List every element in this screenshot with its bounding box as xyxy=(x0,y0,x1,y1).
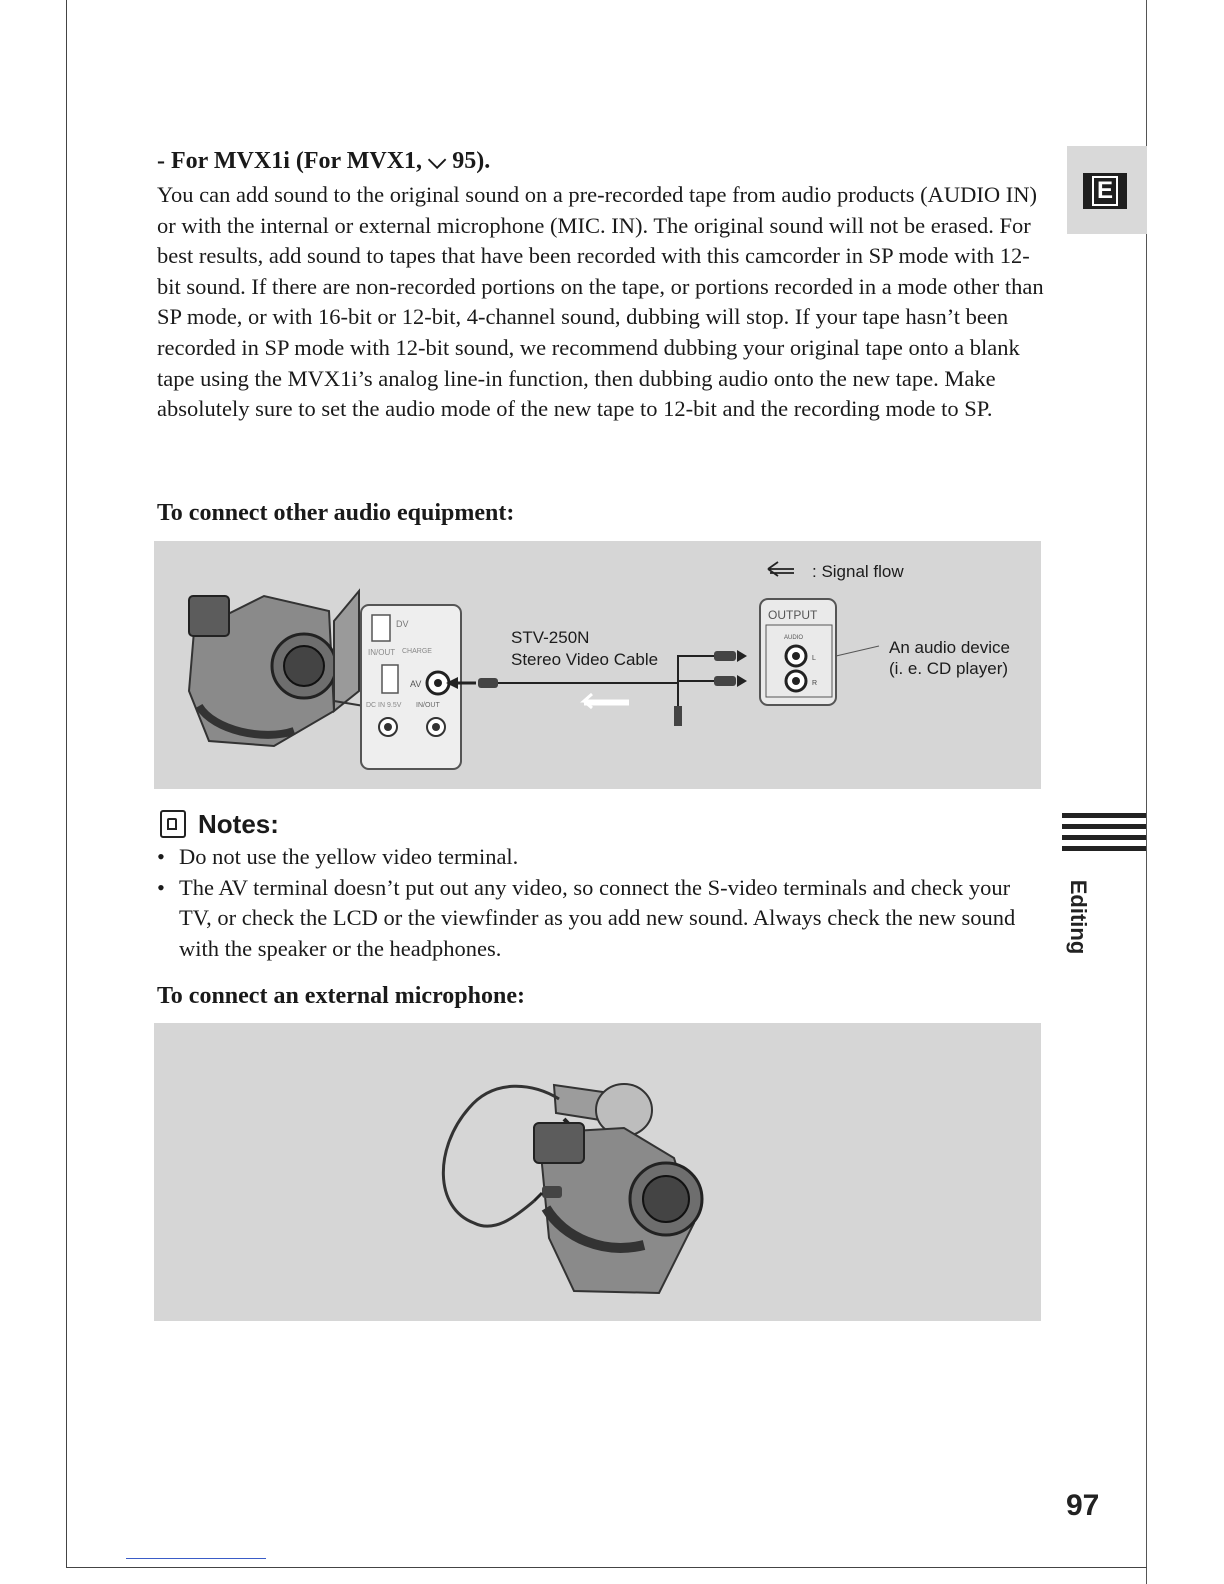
notes-heading xyxy=(160,808,279,840)
panel-charge-label: CHARGE xyxy=(402,648,432,655)
camcorder-illustration xyxy=(534,1123,702,1293)
output-panel xyxy=(760,599,879,705)
panel-av-label: AV xyxy=(410,679,422,689)
signal-flow-label: : Signal flow xyxy=(812,562,904,581)
intro-paragraph: You can add sound to the original sound on a pre-recorded tape from audio products (AUDIO IN) or with the internal or external microphone (MIC. IN). The original sound will not be erased. For best results, add sound to tapes that have been recorded with this camcorder in SP mode with 12-bit sound. If there are non-recorded portions on the tape, or portions recorded in a mode other than SP mode, or with 16-bit or 12-bit, 4-channel sound, dubbing will stop. If your tape hasn’t been recorded in SP mode with 12-bit sound, we recommend dubbing your original tape onto a blank tape using the MVX1i’s analog line-in function, then dubbing audio onto the new tape. Make absolutely sure to set the audio mode of the new tape to 12-bit and the recording mode to SP. xyxy=(157,182,1044,422)
note-item: • Do not use the yellow video terminal. xyxy=(157,842,1037,873)
microphone-connection-figure xyxy=(154,1023,1041,1321)
intro-heading: - For MVX1i (For MVX1, ⌵ 95). xyxy=(157,148,491,174)
signal-flow-arrow xyxy=(584,694,629,708)
language-tab-box xyxy=(1083,173,1127,209)
panel-dcin-label: DC IN 9.5V xyxy=(366,702,402,709)
section-marker-lines xyxy=(1062,813,1146,857)
language-tab-letter: E xyxy=(1092,176,1118,206)
microphone-connection-diagram xyxy=(154,1023,1041,1321)
notes-icon xyxy=(160,810,186,838)
output-label: OUTPUT xyxy=(768,608,818,622)
bottom-mark xyxy=(126,1558,266,1559)
section-side-label: Editing xyxy=(1066,879,1091,955)
page-bottom-rule xyxy=(66,1567,1147,1568)
channel-left-label: L xyxy=(812,655,816,662)
camcorder-illustration xyxy=(189,591,364,746)
page-number: 97 xyxy=(1066,1489,1100,1522)
page-right-rule xyxy=(1146,0,1147,1584)
notes-list xyxy=(157,842,1037,964)
notes-title: Notes: xyxy=(198,808,279,839)
intro-block xyxy=(157,146,1047,425)
terminal-panel xyxy=(361,605,461,769)
cable-name-label: Stereo Video Cable xyxy=(511,650,659,669)
audio-connection-figure xyxy=(154,541,1041,789)
panel-inout-label: IN/OUT xyxy=(368,648,396,657)
audio-device-label: An audio device xyxy=(889,638,1010,657)
audio-label: AUDIO xyxy=(784,635,804,641)
mic-section-title: To connect an external microphone: xyxy=(157,983,525,1009)
audio-section-title: To connect other audio equipment: xyxy=(157,500,515,526)
page-left-rule xyxy=(66,0,67,1568)
panel-avinout-label: IN/OUT xyxy=(416,702,440,709)
audio-device-example-label: (i. e. CD player) xyxy=(889,659,1009,678)
note-item: • The AV terminal doesn’t put out any video, so connect the S-video terminals and check your TV, or check the LCD or the viewfinder as you add new sound. Always check the new sound with the speaker or the headphones. xyxy=(157,873,1037,965)
signal-flow-legend-arrow xyxy=(768,562,794,576)
panel-dv-label: DV xyxy=(396,619,409,629)
channel-right-label: R xyxy=(812,680,818,687)
cable-model-label: STV-250N xyxy=(511,628,590,647)
